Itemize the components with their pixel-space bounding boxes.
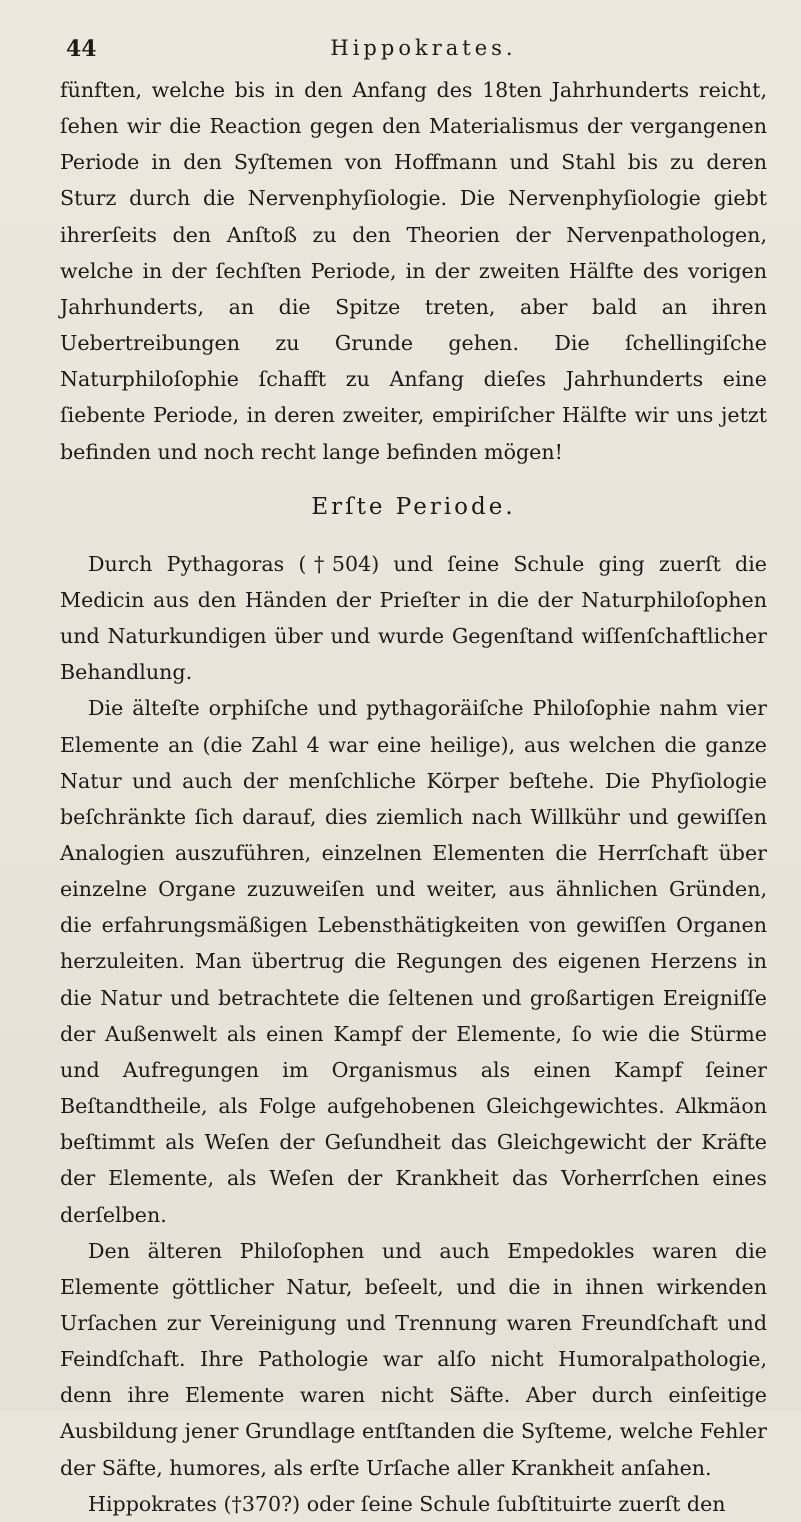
paragraph: Durch Pythagoras (†504) und ſeine Schule ging zuerſt die Medicin aus den Händen der Prieſter in die der Naturphiloſophen und Naturkundigen über und wurde Gegenſtand wiſſenſchaftlicher Behandlung. bbox=[60, 551, 767, 685]
paragraph-continuation: fünften, welche bis in den Anfang des 18ten Jahrhunderts reicht, ſehen wir die Reaction gegen den Materialismus der vergangenen Periode in den Syſtemen von Hoffmann und Stahl bis zu deren Sturz durch die Nervenphyſiologie. Die Nervenphyſiologie giebt ihrerſeits den Anſtoß zu den Theorien der Nervenpathologen, welche in der ſechſten Periode, in der zweiten Hälfte des vorigen Jahrhunderts, an die Spitze treten, aber bald an ihren Uebertreibungen zu Grunde gehen. Die ſchellingiſche Naturphiloſophie ſchafft zu Anfang dieſes Jahrhunderts eine ſiebente Periode, in deren zweiter, empiriſcher Hälfte wir uns jetzt befinden und noch recht lange befinden mögen! bbox=[60, 78, 767, 464]
body-text bbox=[60, 72, 767, 1522]
paragraph: Die älteſte orphiſche und pythagoräiſche Philoſophie nahm vier Elemente an (die Zahl 4 war eine heilige), aus welchen die ganze Natur und auch der menſchliche Körper beſtehe. Die Phyſiologie beſchränkte ſich darauf, dies ziemlich nach Willkühr und gewiſſen Analogien auszuführen, einzelnen Elementen die Herrſchaft über einzelne Organe zuzuweiſen und weiter, aus ähnlichen Gründen, die erfahrungsmäßigen Lebensthätigkeiten von gewiſſen Organen herzuleiten. Man übertrug die Regungen des eigenen Herzens in die Natur und betrachtete die ſeltenen und großartigen Ereigniſſe der Außenwelt als einen Kampf der Elemente, ſo wie die Stürme und Aufregungen im Organismus als einen Kampf ſeiner Beſtandtheile, als Folge aufgehobenen Gleichgewichtes. Alkmäon beſtimmt als Weſen der Geſundheit das Gleichgewicht der Kräfte der Elemente, als Weſen der Krankheit das Vorherrſchen eines derſelben. bbox=[60, 696, 767, 1227]
paragraph: Den älteren Philoſophen und auch Empedokles waren die Elemente göttlicher Natur, beſeelt, und die in ihnen wirkenden Urſachen zur Vereinigung und Trennung waren Freundſchaft und Feindſchaft. Ihre Pathologie war alſo nicht Humoralpathologie, denn ihre Elemente waren nicht Säfte. Aber durch einſeitige Ausbildung jener Grundlage entſtanden die Syſteme, welche Fehler der Säfte, humores, als erſte Urſache aller Krankheit anſahen. bbox=[60, 1238, 767, 1480]
paragraph: Hippokrates (†370?) oder ſeine Schule ſubſtituirte zuerſt den bbox=[88, 1491, 726, 1516]
running-head: Hippokrates. bbox=[330, 36, 517, 60]
page-number: 44 bbox=[66, 36, 97, 62]
page-header bbox=[66, 36, 761, 68]
section-heading: Erſte Periode. bbox=[311, 493, 516, 520]
